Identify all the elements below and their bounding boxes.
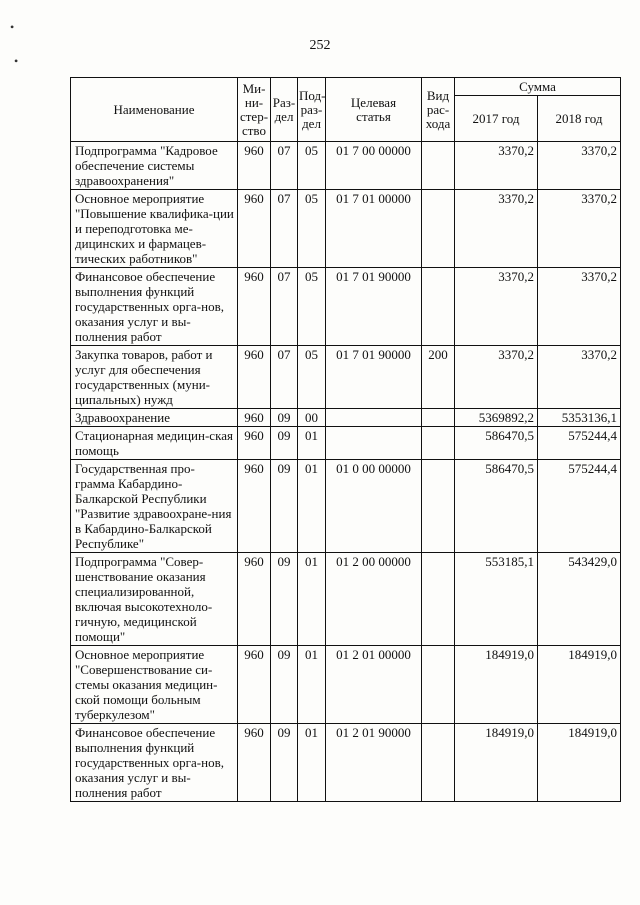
cell-expense-type: 200 [422,346,455,409]
cell-subsection: 05 [298,142,326,190]
cell-ministry: 960 [238,346,271,409]
cell-expense-type [422,553,455,646]
cell-2018: 3370,2 [538,346,621,409]
header-ministry: Ми- ни- стер- ство [238,78,271,142]
cell-target: 01 7 00 00000 [326,142,422,190]
cell-expense-type [422,724,455,802]
cell-2017: 184919,0 [455,724,538,802]
cell-2018: 184919,0 [538,646,621,724]
cell-2017: 3370,2 [455,190,538,268]
cell-target: 01 2 01 00000 [326,646,422,724]
header-section: Раз- дел [271,78,298,142]
cell-2017: 553185,1 [455,553,538,646]
cell-ministry: 960 [238,553,271,646]
cell-ministry: 960 [238,190,271,268]
cell-expense-type [422,142,455,190]
table-row [71,268,621,346]
cell-expense-type [422,190,455,268]
cell-subsection: 01 [298,553,326,646]
cell-subsection: 05 [298,346,326,409]
header-year-2018: 2018 год [538,96,621,142]
cell-name: Государственная про-грамма Кабардино-Балкарской Республики "Развитие здравоохране-ния в Кабардино-Балкарской Республике" [71,460,238,553]
cell-ministry: 960 [238,409,271,427]
header-target: Целевая статья [326,78,422,142]
cell-expense-type [422,460,455,553]
table-row [71,427,621,460]
header-sum: Сумма [455,78,621,96]
cell-expense-type [422,427,455,460]
cell-2017: 586470,5 [455,427,538,460]
cell-target: 01 2 00 00000 [326,553,422,646]
table-row [71,346,621,409]
cell-2017: 586470,5 [455,460,538,553]
table-row [71,142,621,190]
budget-table [70,77,621,802]
cell-section: 09 [271,460,298,553]
cell-subsection: 05 [298,190,326,268]
cell-section: 07 [271,190,298,268]
cell-target: 01 7 01 00000 [326,190,422,268]
cell-name: Подпрограмма "Кадровое обеспечение системы здравоохранения" [71,142,238,190]
cell-ministry: 960 [238,427,271,460]
table-row [71,553,621,646]
cell-subsection: 05 [298,268,326,346]
table-body [71,142,621,802]
cell-section: 07 [271,346,298,409]
cell-2017: 3370,2 [455,142,538,190]
cell-expense-type [422,646,455,724]
cell-subsection: 00 [298,409,326,427]
page-number: 252 [309,38,331,53]
cell-name: Стационарная медицин-ская помощь [71,427,238,460]
cell-ministry: 960 [238,460,271,553]
cell-target: 01 7 01 90000 [326,268,422,346]
cell-name: Финансовое обеспечение выполнения функций государственных орга-нов, оказания услуг и вы-полнения работ [71,268,238,346]
cell-ministry: 960 [238,142,271,190]
header-name: Наименование [71,78,238,142]
cell-section: 09 [271,724,298,802]
header-year-2017: 2017 год [455,96,538,142]
cell-section: 09 [271,409,298,427]
cell-name: Здравоохранение [71,409,238,427]
cell-name: Закупка товаров, работ и услуг для обеспечения государственных (муни-ципальных) нужд [71,346,238,409]
table-header [71,78,621,142]
cell-target [326,409,422,427]
cell-2017: 3370,2 [455,346,538,409]
table-row [71,460,621,553]
scan-mark: • [14,54,19,68]
cell-subsection: 01 [298,724,326,802]
cell-2018: 5353136,1 [538,409,621,427]
cell-section: 07 [271,268,298,346]
cell-2018: 3370,2 [538,142,621,190]
cell-2018: 543429,0 [538,553,621,646]
cell-ministry: 960 [238,268,271,346]
cell-name: Основное мероприятие "Повышение квалифика-ции и переподготовка ме-дицинских и фармацев-тических работников" [71,190,238,268]
cell-section: 09 [271,427,298,460]
cell-section: 09 [271,646,298,724]
cell-target: 01 7 01 90000 [326,346,422,409]
scan-mark: • [10,20,15,34]
cell-2017: 184919,0 [455,646,538,724]
cell-subsection: 01 [298,427,326,460]
cell-target: 01 0 00 00000 [326,460,422,553]
table-row [71,190,621,268]
cell-ministry: 960 [238,724,271,802]
cell-2018: 184919,0 [538,724,621,802]
cell-target [326,427,422,460]
table-row [71,724,621,802]
table-row [71,409,621,427]
cell-subsection: 01 [298,646,326,724]
cell-ministry: 960 [238,646,271,724]
header-subsection: Под- раз- дел [298,78,326,142]
cell-name: Финансовое обеспечение выполнения функций государственных орга-нов, оказания услуг и вы-полнения работ [71,724,238,802]
cell-expense-type [422,409,455,427]
cell-expense-type [422,268,455,346]
cell-target: 01 2 01 90000 [326,724,422,802]
cell-section: 09 [271,553,298,646]
cell-2018: 3370,2 [538,268,621,346]
cell-2017: 3370,2 [455,268,538,346]
cell-2018: 575244,4 [538,427,621,460]
cell-name: Подпрограмма "Совер-шенствование оказания специализированной, включая высокотехноло-гичную, медицинской помощи" [71,553,238,646]
cell-name: Основное мероприятие "Совершенствование си-стемы оказания медицин-ской помощи больным туберкулезом" [71,646,238,724]
table-row [71,646,621,724]
cell-2017: 5369892,2 [455,409,538,427]
cell-2018: 575244,4 [538,460,621,553]
header-expense-type: Вид рас- хода [422,78,455,142]
cell-section: 07 [271,142,298,190]
cell-2018: 3370,2 [538,190,621,268]
cell-subsection: 01 [298,460,326,553]
